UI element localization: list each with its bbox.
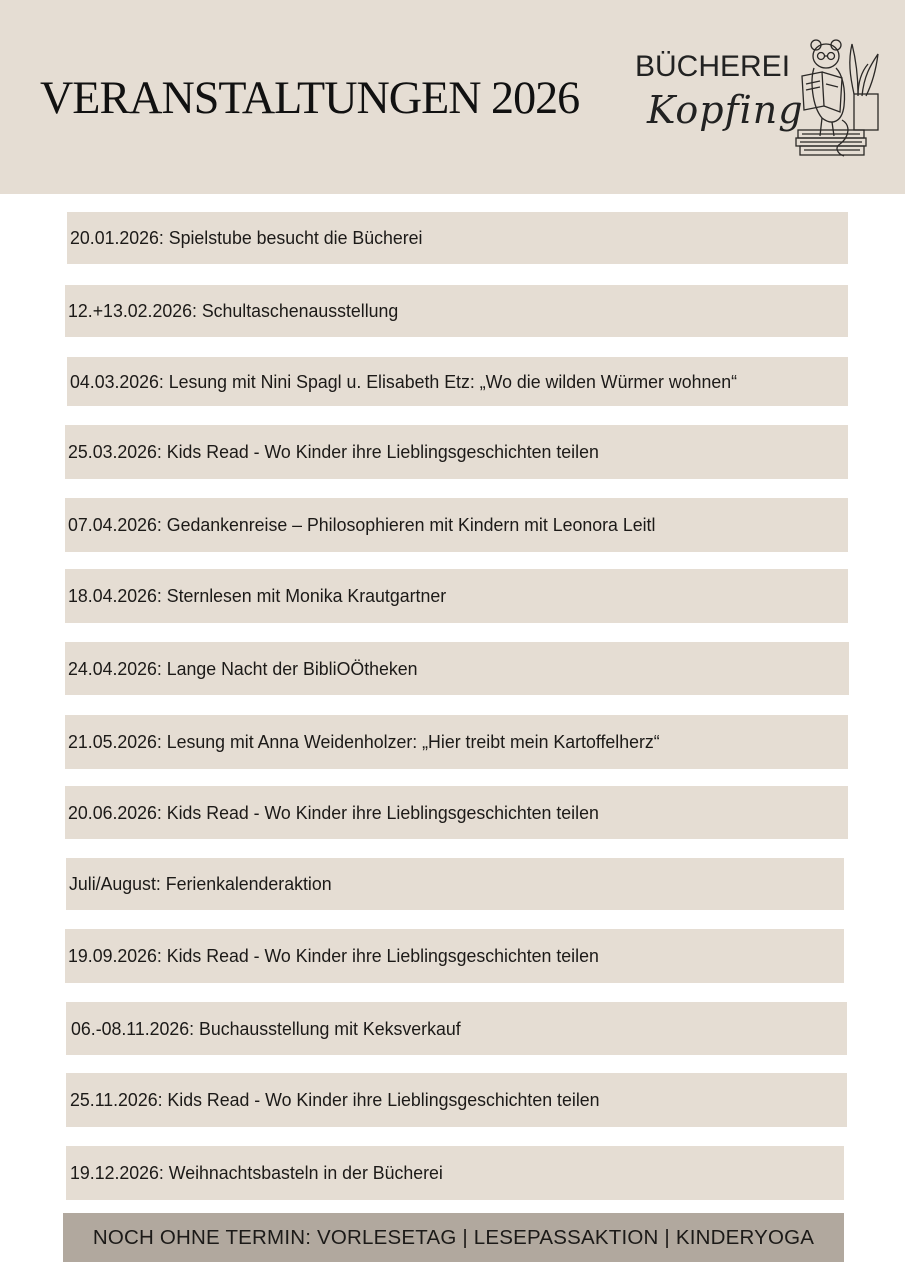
event-row <box>65 642 849 695</box>
event-label: 25.11.2026: Kids Read - Wo Kinder ihre Lieblingsgeschichten teilen <box>70 1089 600 1110</box>
event-label: 20.06.2026: Kids Read - Wo Kinder ihre Lieblingsgeschichten teilen <box>68 801 599 823</box>
event-label: 19.09.2026: Kids Read - Wo Kinder ihre Lieblingsgeschichten teilen <box>68 945 599 966</box>
logo-script: Kopfing <box>647 88 804 132</box>
logo-wordmark: BÜCHEREI <box>635 50 791 83</box>
unscheduled-events-bar <box>63 1213 844 1262</box>
event-row <box>65 715 848 769</box>
event-row <box>65 569 848 623</box>
page-title: VERANSTALTUNGEN 2026 <box>40 72 580 124</box>
event-label: 24.04.2026: Lange Nacht der BibliOÖtheken <box>68 657 418 679</box>
event-label: 12.+13.02.2026: Schultaschenausstellung <box>68 300 399 321</box>
library-logo <box>632 36 887 161</box>
event-row <box>66 858 844 910</box>
event-row <box>67 357 848 406</box>
event-label: 06.-08.11.2026: Buchausstellung mit Keksverkauf <box>71 1017 461 1039</box>
event-label: Juli/August: Ferienkalenderaktion <box>69 873 332 894</box>
reading-mouse-on-books-icon <box>792 36 887 158</box>
event-label: 07.04.2026: Gedankenreise – Philosophieren mit Kindern mit Leonora Leitl <box>68 514 656 535</box>
event-label: 20.01.2026: Spielstube besucht die Bücherei <box>70 227 423 248</box>
event-row <box>65 786 848 839</box>
event-row <box>66 1073 847 1127</box>
event-row <box>67 212 848 264</box>
event-row <box>65 425 848 479</box>
event-label: 18.04.2026: Sternlesen mit Monika Krautgartner <box>68 585 447 606</box>
event-label: 19.12.2026: Weihnachtsbasteln in der Bücherei <box>70 1162 443 1183</box>
header-banner <box>0 0 905 194</box>
event-row <box>65 498 848 552</box>
event-label: 04.03.2026: Lesung mit Nini Spagl u. Elisabeth Etz: „Wo die wilden Würmer wohnen“ <box>70 370 738 392</box>
event-label: 25.03.2026: Kids Read - Wo Kinder ihre Lieblingsgeschichten teilen <box>68 441 599 462</box>
event-row <box>66 1146 844 1200</box>
event-label: 21.05.2026: Lesung mit Anna Weidenholzer: „Hier treibt mein Kartoffelherz“ <box>68 731 660 752</box>
event-row <box>65 285 848 337</box>
event-row <box>66 1002 847 1055</box>
event-row <box>65 929 844 983</box>
unscheduled-events-label: NOCH OHNE TERMIN: VORLESETAG | LESEPASSAKTION | KINDERYOGA <box>92 1225 815 1249</box>
